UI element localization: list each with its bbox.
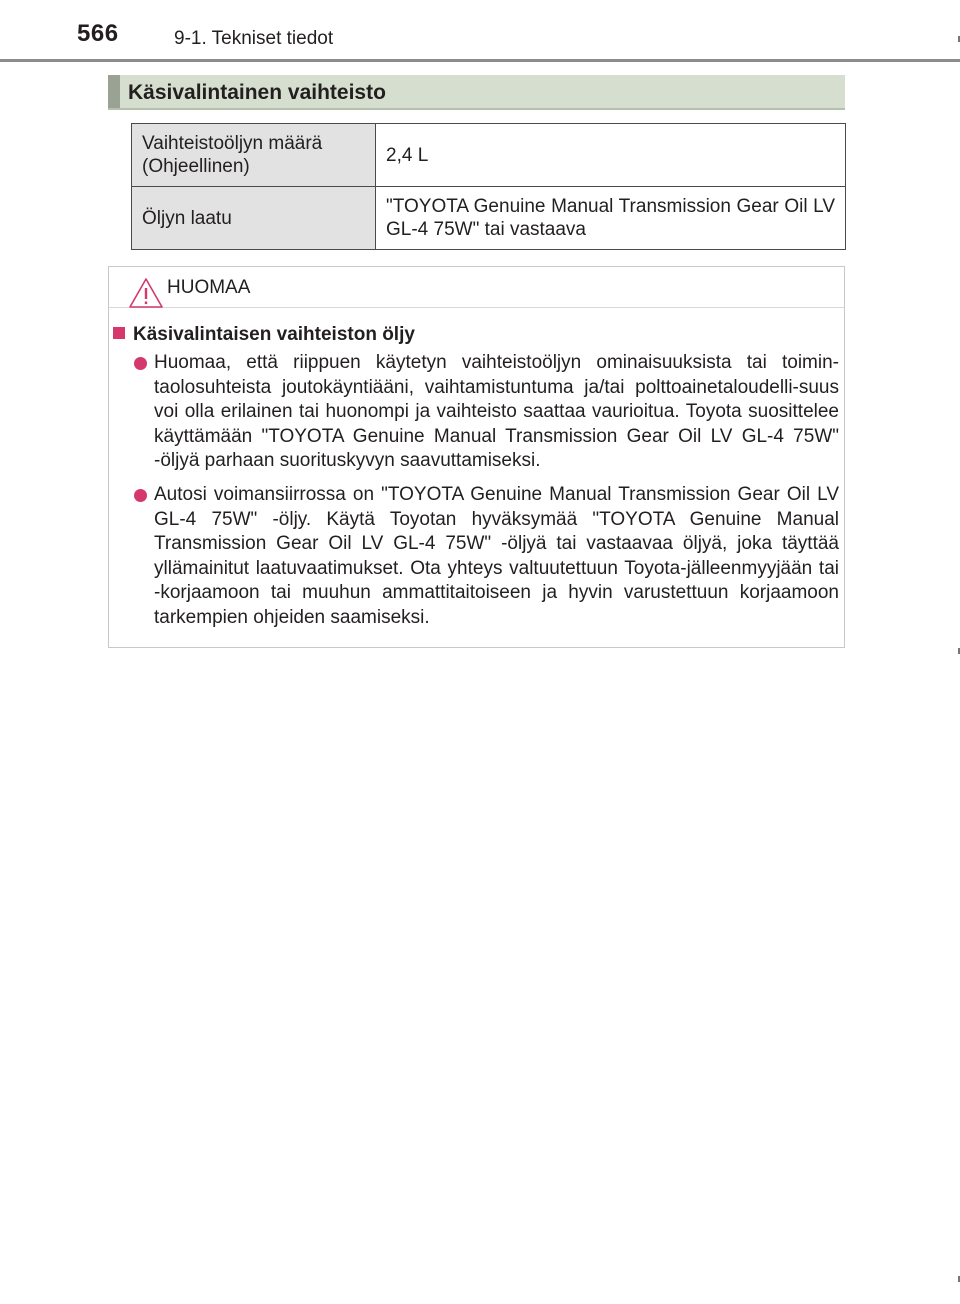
table-cell-label: Öljyn laatu (132, 187, 376, 250)
warning-triangle-icon (128, 277, 164, 309)
notice-title: HUOMAA (167, 277, 251, 298)
section-title-bar (108, 75, 845, 110)
square-bullet-icon (113, 327, 125, 339)
spec-table (131, 123, 846, 250)
notice-subheading (113, 324, 415, 346)
bullet-dot-icon (134, 357, 147, 370)
header-rule (0, 59, 960, 62)
list-item (154, 483, 839, 630)
notice-subheading-text: Käsivalintaisen vaihteiston öljy (133, 324, 415, 345)
table-row (132, 187, 846, 250)
title-accent-block (108, 75, 120, 108)
section-label: 9-1. Tekniset tiedot (174, 28, 334, 49)
bullet-dot-icon (134, 489, 147, 502)
section-title: Käsivalintainen vaihteisto (128, 81, 386, 104)
list-item-text: Huomaa, että riippuen käytetyn vaihteistoöljyn ominaisuuksista tai toimin-taolosuhteista joutokäyntiääni, vaihtamistuntuma ja/tai polttoainetaloudelli-suus voi olla erilainen tai huonompi ja vaihteisto saattaa vaurioitua. Toyota suosittelee käyttämään "TOYOTA Genuine Manual Transmission Gear Oil LV GL-4 75W" -öljyä parhaan suorituskyvyn saavuttamiseksi. (154, 352, 839, 471)
list-item-text: Autosi voimansiirrossa on "TOYOTA Genuine Manual Transmission Gear Oil LV GL-4 75W" -öljy. Käytä Toyotan hyväksymää "TOYOTA Genuine Manual Transmission Gear Oil LV GL-4 75W" -öljyä tai vastaavaa öljyä, joka täyttää yllämainitut laatuvaatimukset. Ota yhteys valtuutettuun Toyota-jälleenmyyjään tai -korjaamoon tai muuhun ammattitaitoiseen ja hyvin varustettuun korjaamoon tarkempien ohjeiden saamiseksi. (154, 484, 839, 628)
table-cell-value: 2,4 L (376, 124, 846, 187)
table-cell-label: Vaihteistoöljyn määrä (Ohjeellinen) (132, 124, 376, 187)
notice-header (109, 267, 844, 308)
notice-box (108, 266, 845, 648)
table-row (132, 124, 846, 187)
table-cell-value: "TOYOTA Genuine Manual Transmission Gear Oil LV GL-4 75W" tai vastaava (376, 187, 846, 250)
list-item (154, 351, 839, 474)
page-number: 566 (77, 20, 119, 47)
